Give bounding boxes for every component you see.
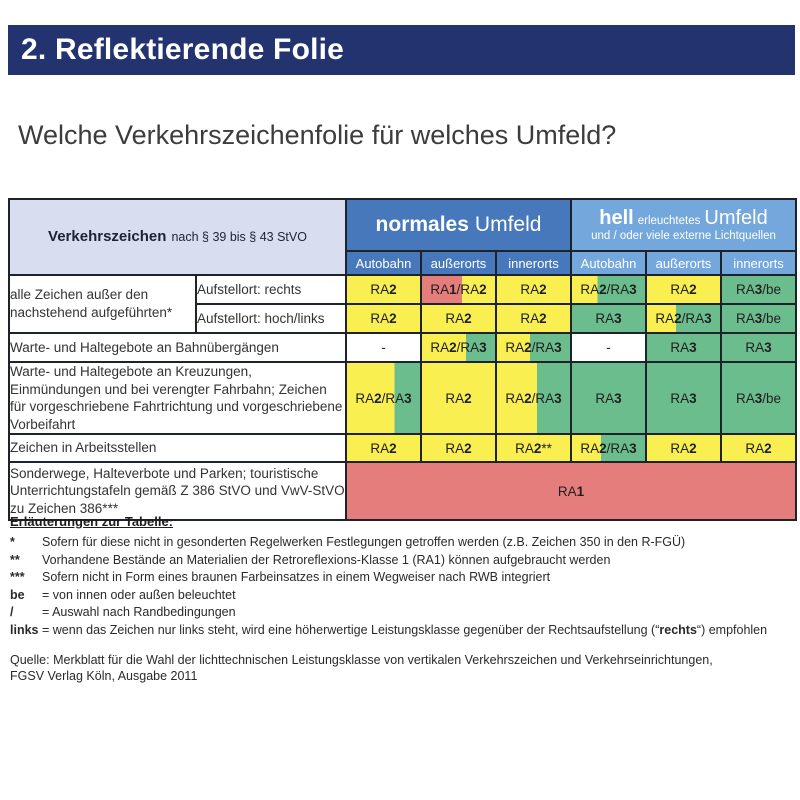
note-text-bold: rechts <box>659 622 697 637</box>
note-text-pre: = wenn das Zeichen nur links steht, wird eine höherwertige Leistungsklasse gegenüber der Rechtsaufstellung (“ <box>42 622 660 637</box>
ra-cell: - <box>346 333 421 362</box>
table-row <box>9 333 796 362</box>
row-label-arbeitsstellen: Zeichen in Arbeitsstellen <box>9 434 346 462</box>
table-row <box>9 275 796 304</box>
note-item-slash <box>10 604 792 622</box>
corner-header-subtitle: nach § 39 bis § 43 StVO <box>171 230 307 244</box>
note-text <box>42 622 767 640</box>
note-marker: links <box>10 622 39 637</box>
source-reference <box>10 652 713 684</box>
row-sublabel-rechts: Aufstellort: rechts <box>196 275 346 304</box>
ra-cell: RA2/RA3 <box>346 362 421 434</box>
row-sublabel-hoch-links: Aufstellort: hoch/links <box>196 304 346 333</box>
note-text-post: “) empfohlen <box>696 622 768 637</box>
ra-cell: RA2 <box>421 362 496 434</box>
ra-cell: RA3 <box>571 304 646 333</box>
group-hell-rest: Umfeld <box>704 207 768 230</box>
ra-cell: RA2 <box>346 304 421 333</box>
col-header-innerorts-hell: innerorts <box>721 251 796 275</box>
note-marker: * <box>10 535 15 549</box>
ra-cell: RA2** <box>496 434 571 462</box>
ra-cell: RA2 <box>496 275 571 304</box>
ra-cell: RA2 <box>346 434 421 462</box>
ra-cell: RA2 <box>421 434 496 462</box>
row-label-kreuzungen: Warte- und Haltegebote an Kreuzungen, Einmündungen und bei verengter Fahrbahn; Zeichen für vorgeschriebene Fahrtrichtung und vorgeschriebene Vorbeifahrt <box>9 362 346 434</box>
group-hell-bold: hell <box>599 207 634 230</box>
note-marker: be <box>10 587 25 602</box>
ra-cell: RA3/be <box>721 304 796 333</box>
group-normal-rest: Umfeld <box>474 213 542 236</box>
row-label-alle-zeichen: alle Zeichen außer den nachstehend aufgeführten* <box>9 275 196 333</box>
col-header-ausserorts-hell: außerorts <box>646 251 721 275</box>
ra-cell: RA2/RA3 <box>496 333 571 362</box>
note-item-star2 <box>10 552 792 570</box>
ra-cell: RA2 <box>421 304 496 333</box>
ra-cell: - <box>571 333 646 362</box>
note-marker: ** <box>10 552 20 567</box>
note-marker: *** <box>10 570 25 584</box>
foil-recommendation-table <box>8 198 797 521</box>
ra-cell: RA3 <box>646 333 721 362</box>
ra-cell: RA2/RA3 <box>421 333 496 362</box>
ra-cell-ra1-span: RA1 <box>346 462 796 520</box>
ra-cell: RA3/be <box>721 362 796 434</box>
col-header-autobahn-hell: Autobahn <box>571 251 646 275</box>
group-hell-subline: und / oder viele externe Lichtquellen <box>591 230 776 243</box>
note-item-be <box>10 587 792 605</box>
corner-header-title: Verkehrszeichen <box>48 228 167 245</box>
page-question: Welche Verkehrszeichenfolie für welches Umfeld? <box>18 120 617 150</box>
row-label-bahnuebergaenge: Warte- und Haltegebote an Bahnübergängen <box>9 333 346 362</box>
source-line-2: FGSV Verlag Köln, Ausgabe 2011 <box>10 669 198 683</box>
ra-cell: RA1/RA2 <box>421 275 496 304</box>
note-item-links <box>10 622 792 640</box>
ra-cell: RA2 <box>646 275 721 304</box>
note-item-star <box>10 534 792 552</box>
slide-title: 2. Reflektierende Folie <box>21 33 345 66</box>
ra-cell: RA3 <box>571 362 646 434</box>
col-header-autobahn-normal: Autobahn <box>346 251 421 275</box>
source-line-1: Quelle: Merkblatt für die Wahl der lichttechnischen Leistungsklasse von vertikalen Verkehrszeichen und Verkehrseinrichtungen, <box>10 653 713 667</box>
ra-cell: RA2 <box>496 304 571 333</box>
ra-cell: RA2 <box>721 434 796 462</box>
col-header-ausserorts-normal: außerorts <box>421 251 496 275</box>
ra-cell: RA2/RA3 <box>571 434 646 462</box>
ra-cell: RA3 <box>646 362 721 434</box>
ra-cell: RA2 <box>346 275 421 304</box>
group-header-normal <box>346 199 571 251</box>
table-notes <box>10 514 792 639</box>
ra-cell: RA2/RA3 <box>496 362 571 434</box>
corner-header <box>9 199 346 275</box>
group-normal-bold: normales <box>375 213 469 236</box>
ra-cell: RA2/RA3 <box>646 304 721 333</box>
slide-title-bar <box>8 25 795 75</box>
group-header-hell <box>571 199 796 251</box>
note-text: = Auswahl nach Randbedingungen <box>42 605 236 619</box>
note-text: Sofern für diese nicht in gesonderten Regelwerken Festlegungen getroffen werden (z.B. Zeichen 350 in den R-FGÜ) <box>42 535 686 549</box>
note-marker: / <box>10 605 14 619</box>
note-text: Vorhandene Bestände an Materialien der Retroreflexions-Klasse 1 (RA1) können aufgebraucht werden <box>42 552 611 567</box>
col-header-innerorts-normal: innerorts <box>496 251 571 275</box>
row-label-sonderwege: Sonderwege, Halteverbote und Parken; touristische Unterrichtungstafeln gemäß Z 386 StVO und VwV-StVO zu Zeichen 386*** <box>9 462 346 520</box>
note-text: Sofern nicht in Form eines braunen Farbeinsatzes in einem Wegweiser nach RWB integriert <box>42 570 551 584</box>
table-row <box>9 462 796 520</box>
notes-heading: Erläuterungen zur Tabelle: <box>10 514 174 529</box>
note-item-star3 <box>10 569 792 587</box>
ra-cell: RA2/RA3 <box>571 275 646 304</box>
table-row <box>9 434 796 462</box>
note-text: = von innen oder außen beleuchtet <box>42 587 236 602</box>
ra-cell: RA3/be <box>721 275 796 304</box>
ra-cell: RA2 <box>646 434 721 462</box>
group-hell-small: erleuchtetes <box>637 215 701 228</box>
table-row <box>9 362 796 434</box>
ra-cell: RA3 <box>721 333 796 362</box>
